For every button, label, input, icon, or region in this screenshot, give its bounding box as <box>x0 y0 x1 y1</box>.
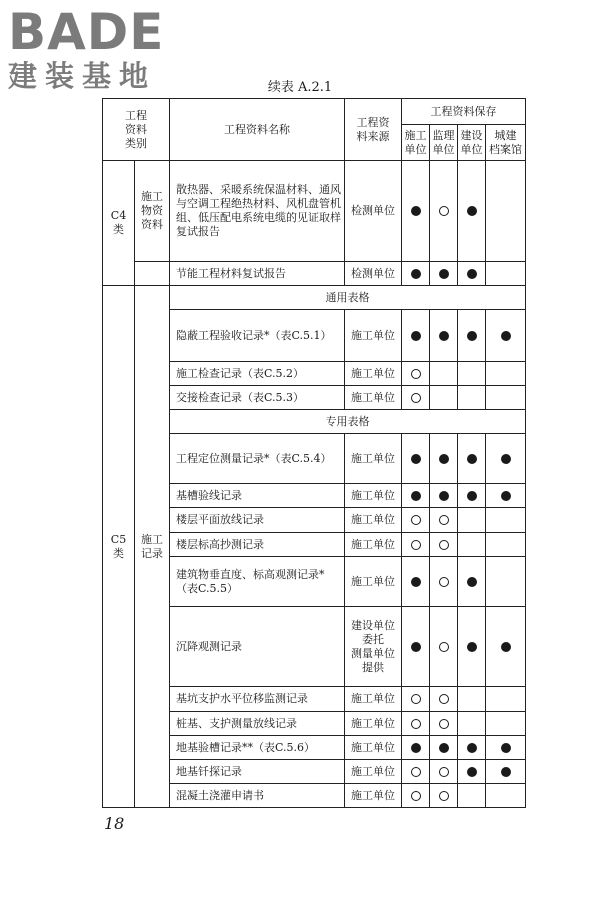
header-construction: 施工 单位 <box>402 125 430 161</box>
record-name: 散热器、采暖系统保温材料、通风与空调工程绝热材料、风机盘管机组、低压配电系统电缆的见证取样复试报告 <box>170 161 345 262</box>
record-source: 施工单位 <box>345 310 402 362</box>
storage-archive-cell <box>486 161 526 262</box>
storage-supervision-cell <box>430 533 458 557</box>
storage-archive-cell <box>486 310 526 362</box>
table-caption: 续表 A.2.1 <box>267 80 333 95</box>
storage-construction-cell <box>402 262 430 286</box>
storage-owner-cell <box>458 784 486 808</box>
storage-supervision-cell <box>430 161 458 262</box>
storage-construction-cell <box>402 533 430 557</box>
filled-circle-icon <box>411 642 421 652</box>
storage-supervision-cell <box>430 362 458 386</box>
filled-circle-icon <box>439 743 449 753</box>
storage-archive-cell <box>486 533 526 557</box>
filled-circle-icon <box>439 269 449 279</box>
storage-construction-cell <box>402 386 430 410</box>
storage-archive-cell <box>486 362 526 386</box>
storage-archive-cell <box>486 760 526 784</box>
storage-supervision-cell <box>430 760 458 784</box>
storage-supervision-cell <box>430 784 458 808</box>
filled-circle-icon <box>501 642 511 652</box>
record-source: 施工单位 <box>345 784 402 808</box>
storage-owner-cell <box>458 362 486 386</box>
storage-archive-cell <box>486 386 526 410</box>
filled-circle-icon <box>501 491 511 501</box>
open-circle-icon <box>411 791 421 801</box>
record-source: 建设单位 委托 测量单位 提供 <box>345 607 402 687</box>
filled-circle-icon <box>467 269 477 279</box>
open-circle-icon <box>439 515 449 525</box>
filled-circle-icon <box>411 743 421 753</box>
storage-supervision-cell <box>430 736 458 760</box>
storage-archive-cell <box>486 712 526 736</box>
record-source: 检测单位 <box>345 161 402 262</box>
bade-logo <box>8 3 183 94</box>
storage-construction-cell <box>402 687 430 712</box>
storage-owner-cell <box>458 161 486 262</box>
open-circle-icon <box>439 642 449 652</box>
storage-owner-cell <box>458 557 486 607</box>
record-source: 施工单位 <box>345 484 402 508</box>
storage-archive-cell <box>486 557 526 607</box>
storage-archive-cell <box>486 508 526 533</box>
storage-supervision-cell <box>430 557 458 607</box>
storage-supervision-cell <box>430 386 458 410</box>
storage-construction-cell <box>402 362 430 386</box>
subcategory-records: 施工 记录 <box>135 286 170 808</box>
storage-owner-cell <box>458 533 486 557</box>
filled-circle-icon <box>467 331 477 341</box>
record-name: 交接检查记录（表C.5.3） <box>170 386 345 410</box>
storage-owner-cell <box>458 760 486 784</box>
open-circle-icon <box>439 577 449 587</box>
storage-construction-cell <box>402 760 430 784</box>
filled-circle-icon <box>411 491 421 501</box>
section-special: 专用表格 <box>170 410 526 434</box>
storage-construction-cell <box>402 508 430 533</box>
open-circle-icon <box>411 694 421 704</box>
storage-construction-cell <box>402 557 430 607</box>
storage-supervision-cell <box>430 310 458 362</box>
filled-circle-icon <box>439 454 449 464</box>
open-circle-icon <box>439 206 449 216</box>
open-circle-icon <box>411 369 421 379</box>
filled-circle-icon <box>467 491 477 501</box>
record-source: 施工单位 <box>345 557 402 607</box>
filled-circle-icon <box>439 331 449 341</box>
record-source: 施工单位 <box>345 736 402 760</box>
section-general: 通用表格 <box>170 286 526 310</box>
filled-circle-icon <box>411 577 421 587</box>
storage-archive-cell <box>486 736 526 760</box>
storage-supervision-cell <box>430 607 458 687</box>
storage-archive-cell <box>486 687 526 712</box>
storage-archive-cell <box>486 784 526 808</box>
record-name: 地基钎探记录 <box>170 760 345 784</box>
filled-circle-icon <box>501 767 511 777</box>
storage-owner-cell <box>458 736 486 760</box>
header-source: 工程资 料来源 <box>345 99 402 161</box>
storage-construction-cell <box>402 484 430 508</box>
storage-archive-cell <box>486 262 526 286</box>
record-source: 施工单位 <box>345 362 402 386</box>
record-source: 施工单位 <box>345 434 402 484</box>
records-table <box>102 98 526 808</box>
open-circle-icon <box>439 791 449 801</box>
page-number: 18 <box>104 814 125 833</box>
category-c4: C4 类 <box>103 161 135 286</box>
filled-circle-icon <box>467 767 477 777</box>
header-storage: 工程资料保存 <box>402 99 526 125</box>
filled-circle-icon <box>467 642 477 652</box>
storage-archive-cell <box>486 607 526 687</box>
open-circle-icon <box>411 767 421 777</box>
storage-construction-cell <box>402 736 430 760</box>
logo-subtitle: 建装基地 <box>8 59 157 93</box>
record-name: 桩基、支护测量放线记录 <box>170 712 345 736</box>
storage-construction-cell <box>402 161 430 262</box>
storage-owner-cell <box>458 310 486 362</box>
record-source: 施工单位 <box>345 386 402 410</box>
filled-circle-icon <box>411 331 421 341</box>
record-source: 施工单位 <box>345 760 402 784</box>
record-source: 施工单位 <box>345 712 402 736</box>
open-circle-icon <box>439 767 449 777</box>
open-circle-icon <box>439 719 449 729</box>
record-name: 节能工程材料复试报告 <box>170 262 345 286</box>
storage-owner-cell <box>458 687 486 712</box>
open-circle-icon <box>411 515 421 525</box>
storage-construction-cell <box>402 712 430 736</box>
storage-owner-cell <box>458 386 486 410</box>
filled-circle-icon <box>411 454 421 464</box>
open-circle-icon <box>439 540 449 550</box>
filled-circle-icon <box>501 454 511 464</box>
storage-archive-cell <box>486 484 526 508</box>
filled-circle-icon <box>467 454 477 464</box>
open-circle-icon <box>411 540 421 550</box>
storage-supervision-cell <box>430 434 458 484</box>
filled-circle-icon <box>467 743 477 753</box>
record-name: 基槽验线记录 <box>170 484 345 508</box>
header-archive: 城建 档案馆 <box>486 125 526 161</box>
storage-construction-cell <box>402 607 430 687</box>
header-owner: 建设 单位 <box>458 125 486 161</box>
open-circle-icon <box>411 719 421 729</box>
logo-word: BADE <box>8 3 165 61</box>
record-name: 建筑物垂直度、标高观测记录*（表C.5.5） <box>170 557 345 607</box>
storage-construction-cell <box>402 434 430 484</box>
storage-owner-cell <box>458 484 486 508</box>
storage-owner-cell <box>458 262 486 286</box>
record-name: 沉降观测记录 <box>170 607 345 687</box>
storage-owner-cell <box>458 434 486 484</box>
storage-owner-cell <box>458 607 486 687</box>
record-name: 楼层平面放线记录 <box>170 508 345 533</box>
storage-supervision-cell <box>430 508 458 533</box>
record-name: 楼层标高抄测记录 <box>170 533 345 557</box>
open-circle-icon <box>411 393 421 403</box>
filled-circle-icon <box>411 206 421 216</box>
filled-circle-icon <box>501 743 511 753</box>
record-name: 工程定位测量记录*（表C.5.4） <box>170 434 345 484</box>
storage-owner-cell <box>458 508 486 533</box>
storage-supervision-cell <box>430 484 458 508</box>
open-circle-icon <box>439 694 449 704</box>
record-source: 施工单位 <box>345 508 402 533</box>
header-supervision: 监理 单位 <box>430 125 458 161</box>
storage-archive-cell <box>486 434 526 484</box>
record-name: 施工检查记录（表C.5.2） <box>170 362 345 386</box>
filled-circle-icon <box>467 577 477 587</box>
record-name: 混凝土浇灌申请书 <box>170 784 345 808</box>
record-name: 基坑支护水平位移监测记录 <box>170 687 345 712</box>
header-name: 工程资料名称 <box>170 99 345 161</box>
storage-construction-cell <box>402 784 430 808</box>
record-source: 施工单位 <box>345 687 402 712</box>
record-source: 施工单位 <box>345 533 402 557</box>
storage-construction-cell <box>402 310 430 362</box>
storage-supervision-cell <box>430 687 458 712</box>
storage-supervision-cell <box>430 712 458 736</box>
filled-circle-icon <box>411 269 421 279</box>
record-name: 地基验槽记录**（表C.5.6） <box>170 736 345 760</box>
storage-supervision-cell <box>430 262 458 286</box>
category-c5: C5 类 <box>103 286 135 808</box>
filled-circle-icon <box>501 331 511 341</box>
subcategory-materials: 施工 物资 资料 <box>135 161 170 262</box>
storage-owner-cell <box>458 712 486 736</box>
filled-circle-icon <box>467 206 477 216</box>
header-category: 工程 资料 类别 <box>103 99 170 161</box>
filled-circle-icon <box>439 491 449 501</box>
record-source: 检测单位 <box>345 262 402 286</box>
record-name: 隐蔽工程验收记录*（表C.5.1） <box>170 310 345 362</box>
